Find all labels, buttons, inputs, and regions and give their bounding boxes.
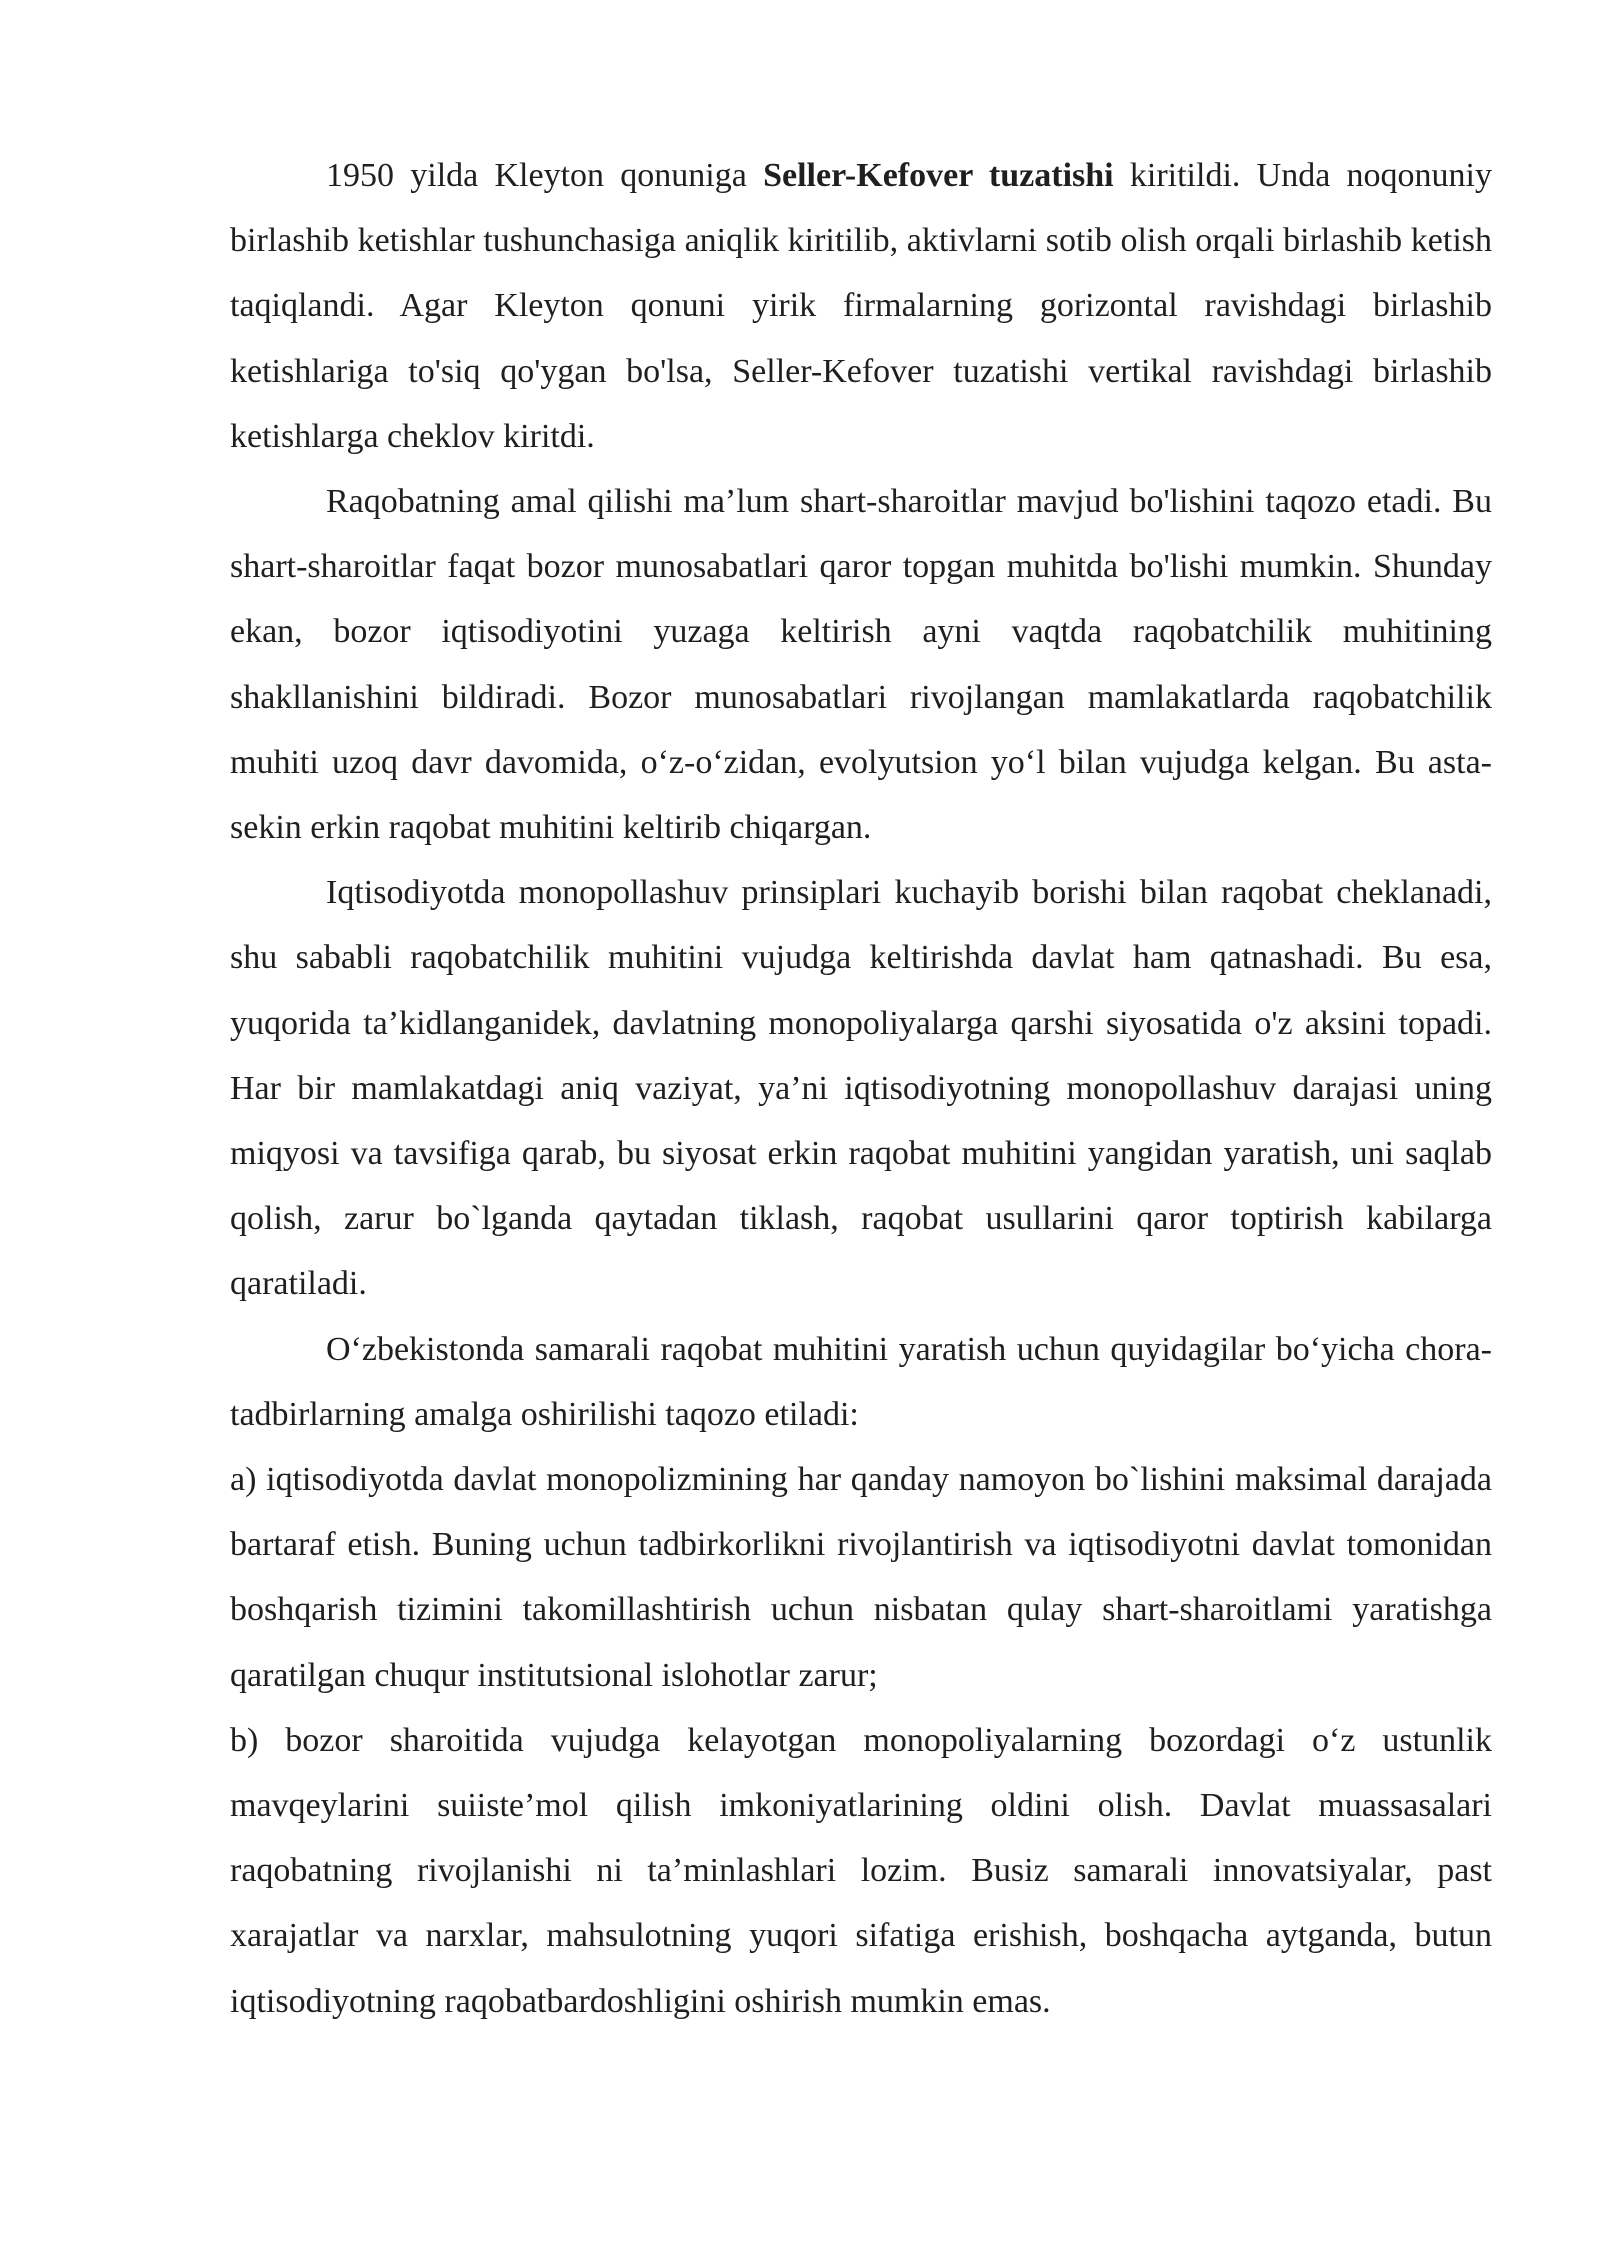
document-page bbox=[230, 143, 1492, 2034]
list-item-a: a) iqtisodiyotda davlat monopolizmining har qanday namoyon bo`lishini maksimal darajada bartaraf etish. Buning uchun tadbirkorlikni rivojlantirish va iqtisodiyotni davlat tomonidan boshqarish tizimini takomillashtirish uchun nisbatan qulay shart-sharoitlami yaratishga qaratilgan chuqur institutsional islohotlar zarur; bbox=[230, 1461, 1492, 1694]
paragraph-text: kiritildi. Unda noqonuniy birlashib ketishlar tushunchasiga aniqlik kiritilib, aktivlarni sotib olish orqali birlashib ketish taqiqlandi. Agar Kleyton qonuni yirik firmalarning gorizontal ravishdagi birlashib ketishlariga to'siq qo'ygan bo'lsa, Seller-Kefover tuzatishi vertikal ravishdagi birlashib ketishlarga cheklov kiritdi. bbox=[230, 157, 1493, 455]
paragraph-monopolization: Iqtisodiyotda monopollashuv prinsiplari kuchayib borishi bilan raqobat cheklanadi, shu sababli raqobatchilik muhitini vujudga keltirishda davlat ham qatnashadi. Bu esa, yuqorida ta’kidlanganidek, davlatning monopoliyalarga qarshi siyosatida o'z aksini topadi. Har bir mamlakatdagi aniq vaziyat, ya’ni iqtisodiyotning monopollashuv darajasi uning miqyosi va tavsifiga qarab, bu siyosat erkin raqobat muhitini yangidan yaratish, uni saqlab qolish, zarur bo`lganda qaytadan tiklash, raqobat usullarini qaror toptirish kabilarga qaratiladi. bbox=[230, 874, 1492, 1303]
paragraph-competition-conditions: Raqobatning amal qilishi ma’lum shart-sharoitlar mavjud bo'lishini taqozo etadi. Bu shart-sharoitlar faqat bozor munosabatlari qaror topgan muhitda bo'lishi mumkin. Shunday ekan, bozor iqtisodiyotini yuzaga keltirish ayni vaqtda raqobatchilik muhitining shakllanishini bildiradi. Bozor munosabatlari rivojlangan mamlakatlarda raqobatchilik muhiti uzoq davr davomida, o‘z-o‘zidan, evolyutsion yo‘l bilan vujudga kelgan. Bu asta-sekin erkin raqobat muhitini keltirib chiqargan. bbox=[230, 483, 1492, 847]
paragraph-seller-kefover bbox=[230, 143, 1492, 469]
paragraph-uzbekistan-measures: O‘zbekistonda samarali raqobat muhitini yaratish uchun quyidagilar bo‘yicha chora-tadbirlarning amalga oshirilishi taqozo etiladi: bbox=[230, 1330, 1492, 1433]
bold-term: Seller-Kefover tuzatishi bbox=[763, 157, 1114, 194]
paragraph-text: 1950 yilda Kleyton qonuniga bbox=[326, 157, 764, 194]
list-item-b: b) bozor sharoitida vujudga kelayotgan monopoliyalarning bozordagi o‘z ustunlik mavqeylarini suiiste’mol qilish imkoniyatlarining oldini olish. Davlat muassasalari raqobatning rivojlanishi ni ta’minlashlari lozim. Busiz samarali innovatsiyalar, past xarajatlar va narxlar, mahsulotning yuqori sifatiga erishish, boshqacha aytganda, butun iqtisodiyotning raqobatbardoshligini oshirish mumkin emas. bbox=[230, 1721, 1492, 2020]
